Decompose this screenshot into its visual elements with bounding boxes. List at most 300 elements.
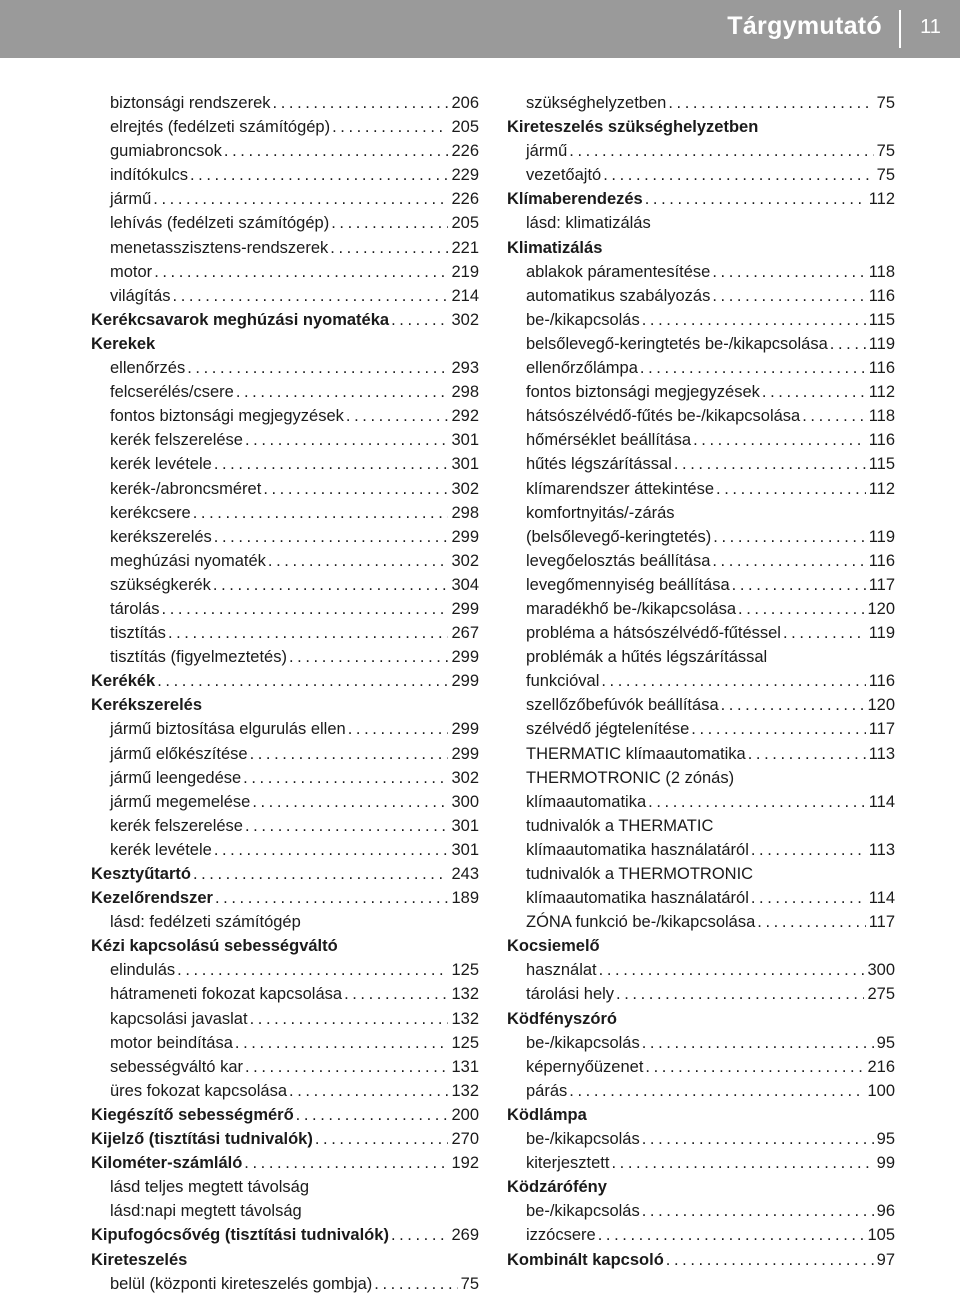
index-entry (507, 669, 895, 693)
page-reference: 299 (451, 527, 479, 546)
leader-dots (248, 1007, 449, 1031)
index-entry (91, 1055, 479, 1079)
leader-dots (646, 790, 866, 814)
index-term: jármű előkészítése (110, 744, 248, 763)
index-entry (507, 525, 895, 549)
index-entry (507, 766, 895, 790)
index-term: ellenőrzőlámpa (526, 359, 638, 378)
index-term: hőmérséklet beállítása (526, 431, 692, 450)
leader-dots (567, 1079, 864, 1103)
index-term: Kesztyűtartó (91, 865, 191, 883)
index-term: Kocsiemelő (507, 937, 600, 956)
leader-dots (389, 1223, 449, 1247)
leader-dots (160, 597, 449, 621)
page-reference: 125 (451, 961, 479, 980)
page-reference: 75 (876, 142, 895, 161)
index-term: THERMATIC klímaautomatika (526, 744, 746, 763)
page-reference: 300 (451, 792, 479, 811)
leader-dots (243, 428, 448, 452)
leader-dots (151, 187, 448, 211)
page-reference: 114 (868, 792, 895, 811)
index-term: szellőzőbefúvók beállítása (526, 696, 719, 715)
page-reference: 206 (451, 94, 479, 112)
index-entry (507, 910, 895, 934)
index-term: Kipufogócsővég (tisztítási tudnivalók) (91, 1226, 389, 1245)
page-reference: 114 (868, 889, 895, 908)
index-term: (belsőlevegő-keringtetés) (526, 527, 712, 546)
leader-dots (638, 356, 866, 380)
page-reference: 96 (876, 1202, 895, 1221)
index-entry (507, 308, 895, 332)
index-term: probléma a hátsószélvédő-fűtéssel (526, 624, 781, 643)
index-entry (91, 525, 479, 549)
index-heading (91, 1223, 479, 1247)
index-term: Kijelző (tisztítási tudnivalók) (91, 1130, 313, 1149)
index-term: kiterjesztett (526, 1154, 610, 1173)
index-entry (507, 549, 895, 573)
index-entry (91, 982, 479, 1006)
page-reference: 275 (867, 985, 895, 1004)
index-term: tárolás (110, 599, 160, 618)
page-reference: 119 (868, 624, 895, 643)
page-title: Tárgymutató (727, 12, 882, 40)
page-reference: 293 (451, 359, 479, 378)
index-term: tudnivalók a THERMATIC (526, 816, 714, 835)
page-reference: 119 (868, 527, 895, 546)
index-entry (507, 332, 895, 356)
leader-dots (719, 693, 865, 717)
index-term: elindulás (110, 961, 176, 980)
index-entry (91, 790, 479, 814)
page-reference: 221 (451, 238, 479, 257)
index-term: kerék levétele (110, 840, 212, 859)
index-entry (91, 115, 479, 139)
leader-dots (212, 525, 449, 549)
leader-dots (233, 1031, 449, 1055)
page-reference: 75 (460, 1274, 479, 1293)
index-term: fontos biztonsági megjegyzések (526, 383, 760, 402)
index-entry (507, 1223, 895, 1247)
leader-dots (185, 356, 448, 380)
page-reference: 298 (451, 383, 479, 402)
page-reference: 120 (867, 599, 895, 618)
index-entry (91, 573, 479, 597)
leader-dots (689, 717, 865, 741)
index-entry (91, 404, 479, 428)
index-term: THERMOTRONIC (2 zónás) (526, 768, 735, 787)
index-term: gumiabroncsok (110, 142, 222, 161)
index-term: biztonsági rendszerek (110, 94, 271, 112)
leader-dots (640, 1031, 874, 1055)
page-reference: 214 (451, 286, 479, 305)
page-reference: 116 (868, 551, 895, 570)
index-entry (507, 380, 895, 404)
index-heading (91, 1103, 479, 1127)
index-term: ZÓNA funkció be-/kikapcsolása (526, 913, 756, 932)
index-entry (507, 211, 895, 235)
index-entry (91, 1199, 479, 1223)
leader-dots (640, 308, 866, 332)
index-entry (91, 428, 479, 452)
index-entry (91, 1175, 479, 1199)
index-entry (91, 814, 479, 838)
index-entry (91, 284, 479, 308)
page-reference: 304 (451, 575, 479, 594)
leader-dots (714, 477, 866, 501)
leader-dots (389, 308, 448, 332)
leader-dots (746, 742, 866, 766)
leader-dots (614, 982, 864, 1006)
leader-dots (211, 573, 449, 597)
index-entry (507, 862, 895, 886)
index-heading (507, 115, 895, 139)
leader-dots (640, 1127, 874, 1151)
index-entry (91, 597, 479, 621)
leader-dots (599, 669, 865, 693)
index-term: Ködlámpa (507, 1105, 587, 1124)
index-term: Ködzárófény (507, 1178, 607, 1197)
leader-dots (171, 284, 449, 308)
page-reference: 118 (868, 262, 895, 281)
leader-dots (643, 187, 866, 211)
index-entry (507, 886, 895, 910)
leader-dots (710, 549, 865, 573)
index-entry (507, 1055, 895, 1079)
index-term: hátsószélvédő-fűtés be-/kikapcsolása (526, 407, 801, 426)
index-entry (507, 742, 895, 766)
leader-dots (640, 1199, 874, 1223)
index-term: lásd: fedélzeti számítógép (110, 913, 301, 932)
leader-dots (234, 380, 449, 404)
page-reference: 299 (451, 744, 479, 763)
index-term: klímaautomatika használatáról (526, 889, 749, 908)
index-term: Kiegészítő sebességmérő (91, 1105, 294, 1124)
index-term: Kireteszelés (91, 1250, 188, 1269)
index-entry (91, 211, 479, 235)
index-term: tárolási hely (526, 985, 615, 1004)
index-entry (507, 452, 895, 476)
page-reference: 189 (451, 889, 479, 908)
index-entry (507, 814, 895, 838)
index-term: automatikus szabályozás (526, 286, 711, 305)
leader-dots (344, 404, 449, 428)
leader-dots (191, 501, 449, 525)
leader-dots (294, 1103, 449, 1127)
page-reference: 105 (867, 1226, 895, 1245)
leader-dots (596, 1223, 865, 1247)
page-reference: 205 (451, 214, 479, 233)
index-entry (91, 163, 479, 187)
leader-dots (243, 814, 448, 838)
page-reference: 125 (451, 1033, 479, 1052)
index-entry (91, 958, 479, 982)
page-reference: 298 (451, 503, 479, 522)
index-heading (507, 236, 895, 260)
index-entry (507, 1127, 895, 1151)
index-heading (91, 886, 479, 910)
index-term: Klimatizálás (507, 238, 603, 257)
index-entry (507, 958, 895, 982)
page-reference: 132 (451, 985, 479, 1004)
leader-dots (601, 163, 873, 187)
leader-dots (248, 742, 449, 766)
page-reference: 116 (868, 672, 895, 691)
index-term: kerékcsere (110, 503, 191, 522)
index-heading (91, 1127, 479, 1151)
page-reference: 115 (868, 455, 895, 474)
index-term: Kireteszelés szükséghelyzetben (507, 118, 759, 137)
index-term: komfortnyitás/-zárás (526, 503, 675, 522)
index-term: szükséghelyzetben (526, 94, 667, 112)
index-entry (91, 139, 479, 163)
page-reference: 75 (876, 94, 895, 112)
index-term: Kezelőrendszer (91, 889, 213, 908)
index-heading (91, 1151, 479, 1175)
index-term: kerék felszerelése (110, 431, 243, 450)
page-number: 11 (920, 16, 941, 38)
page-reference: 113 (868, 840, 895, 859)
index-entry (507, 1031, 895, 1055)
index-term: Kerékszerelés (91, 696, 203, 715)
page-reference: 132 (451, 1009, 479, 1028)
page-reference: 131 (451, 1057, 479, 1076)
page-reference: 200 (451, 1105, 479, 1124)
index-term: belsőlevegő-keringtetés be-/kikapcsolása (526, 334, 828, 353)
index-entry (507, 597, 895, 621)
page-reference: 118 (868, 407, 895, 426)
page-reference: 117 (868, 720, 895, 739)
index-entry (507, 693, 895, 717)
index-term: lásd teljes megtett távolság (110, 1178, 310, 1197)
leader-dots (710, 284, 865, 308)
page-reference: 302 (451, 479, 479, 498)
page-reference: 301 (451, 455, 479, 474)
index-heading (507, 1248, 895, 1272)
index-term: klímaautomatika használatáról (526, 840, 749, 859)
page-reference: 226 (451, 142, 479, 161)
leader-dots (664, 1248, 874, 1272)
index-heading (91, 934, 479, 958)
index-term: klímaautomatika (526, 792, 647, 811)
index-entry (91, 187, 479, 211)
leader-dots (328, 236, 448, 260)
page-reference: 292 (451, 407, 479, 426)
index-term: Kombinált kapcsoló (507, 1250, 664, 1269)
index-term: üres fokozat kapcsolása (110, 1081, 288, 1100)
leader-dots (188, 163, 449, 187)
leader-dots (175, 958, 448, 982)
leader-dots (597, 958, 865, 982)
index-heading (507, 1175, 895, 1199)
index-entry (91, 452, 479, 476)
leader-dots (760, 380, 866, 404)
index-entry (507, 356, 895, 380)
index-heading (507, 187, 895, 211)
index-term: ellenőrzés (110, 359, 186, 378)
leader-dots (749, 838, 866, 862)
leader-dots (313, 1127, 449, 1151)
page-reference: 116 (868, 286, 895, 305)
index-term: jármű biztosítása elgurulás ellen (110, 720, 346, 739)
leader-dots (266, 549, 449, 573)
index-term: be-/kikapcsolás (526, 1033, 640, 1052)
index-term: Kerékék (91, 672, 156, 691)
index-term: belül (központi kireteszelés gombja) (110, 1274, 373, 1293)
page-reference: 97 (876, 1250, 895, 1269)
page-reference: 243 (451, 865, 479, 883)
index-term: fontos biztonsági megjegyzések (110, 407, 344, 426)
index-entry (91, 645, 479, 669)
page-reference: 270 (451, 1130, 479, 1149)
index-entry (507, 621, 895, 645)
page-reference: 299 (451, 599, 479, 618)
index-entry (91, 356, 479, 380)
index-entry (91, 477, 479, 501)
page-reference: 120 (867, 696, 895, 715)
index-term: levegőelosztás beállítása (526, 551, 711, 570)
leader-dots (567, 139, 873, 163)
index-entry (91, 1079, 479, 1103)
page-reference: 112 (868, 190, 895, 209)
leader-dots (749, 886, 866, 910)
page-reference: 216 (867, 1057, 895, 1076)
page-reference: 301 (451, 840, 479, 859)
page-reference: 100 (867, 1081, 895, 1100)
index-term: felcserélés/csere (110, 383, 234, 402)
page-reference: 267 (451, 624, 479, 643)
index-entry (507, 1079, 895, 1103)
index-term: motor (110, 262, 153, 281)
leader-dots (342, 982, 448, 1006)
index-term: maradékhő be-/kikapcsolása (526, 599, 737, 618)
index-term: tisztítás (110, 624, 166, 643)
index-term: meghúzási nyomaték (110, 551, 266, 570)
index-entry (91, 501, 479, 525)
leader-dots (155, 669, 448, 693)
index-entry (91, 838, 479, 862)
index-term: kerék levétele (110, 455, 212, 474)
index-term: be-/kikapcsolás (526, 310, 640, 329)
index-term: kerék felszerelése (110, 816, 243, 835)
page-reference: 219 (451, 262, 479, 281)
index-column-right (507, 91, 895, 1272)
index-entry (507, 838, 895, 862)
page-reference: 302 (451, 551, 479, 570)
leader-dots (241, 766, 448, 790)
leader-dots (243, 1055, 448, 1079)
index-entry (507, 501, 895, 525)
leader-dots (710, 260, 865, 284)
index-entry (91, 236, 479, 260)
page-header (0, 0, 960, 58)
index-term: szükségkerék (110, 575, 211, 594)
index-term: Kilométer-számláló (91, 1154, 243, 1173)
page-reference: 99 (876, 1154, 895, 1173)
leader-dots (736, 597, 864, 621)
page-reference: 115 (868, 310, 895, 329)
index-term: kapcsolási javaslat (110, 1009, 248, 1028)
page-reference: 113 (868, 744, 895, 763)
index-entry (507, 477, 895, 501)
page-reference: 117 (868, 913, 895, 932)
leader-dots (755, 910, 865, 934)
index-term: jármű leengedése (110, 768, 242, 787)
leader-dots (287, 645, 449, 669)
leader-dots (730, 573, 866, 597)
leader-dots (609, 1151, 873, 1175)
leader-dots (781, 621, 866, 645)
index-term: hátrameneti fokozat kapcsolása (110, 985, 343, 1004)
index-entry (91, 1272, 479, 1296)
leader-dots (666, 91, 873, 115)
index-term: problémák a hűtés légszárítással (526, 648, 768, 667)
index-heading (91, 862, 479, 886)
leader-dots (242, 1151, 448, 1175)
index-heading (91, 669, 479, 693)
index-entry (91, 1007, 479, 1031)
leader-dots (166, 621, 449, 645)
page-reference: 301 (451, 816, 479, 835)
index-term: lehívás (fedélzeti számítógép) (110, 214, 330, 233)
leader-dots (261, 477, 448, 501)
index-entry (91, 1031, 479, 1055)
leader-dots (828, 332, 866, 356)
index-heading (507, 1103, 895, 1127)
page-reference: 302 (451, 768, 479, 787)
leader-dots (271, 91, 449, 115)
index-entry (91, 91, 479, 115)
index-column-left (91, 91, 479, 1296)
index-term: jármű (110, 190, 152, 209)
index-entry (507, 790, 895, 814)
index-term: kerék-/abroncsméret (110, 479, 262, 498)
index-term: használat (526, 961, 597, 980)
page-reference: 117 (868, 575, 895, 594)
index-term: be-/kikapcsolás (526, 1202, 640, 1221)
index-entry (507, 573, 895, 597)
index-term: izzócsere (526, 1226, 596, 1245)
page-reference: 269 (451, 1226, 479, 1245)
page-reference: 299 (451, 720, 479, 739)
index-entry (507, 717, 895, 741)
page-reference: 119 (868, 334, 895, 353)
index-term: indítókulcs (110, 166, 188, 185)
page-reference: 229 (451, 166, 479, 185)
index-entry (507, 139, 895, 163)
page-reference: 299 (451, 672, 479, 691)
index-entry (507, 284, 895, 308)
page-reference: 95 (876, 1130, 895, 1149)
page-reference: 116 (868, 359, 895, 378)
index-entry (507, 91, 895, 115)
leader-dots (800, 404, 865, 428)
index-term: képernyőüzenet (526, 1057, 644, 1076)
index-heading (507, 1007, 895, 1031)
index-term: sebességváltó kar (110, 1057, 243, 1076)
leader-dots (330, 115, 448, 139)
page-reference: 301 (451, 431, 479, 450)
index-term: párás (526, 1081, 568, 1100)
page-reference: 205 (451, 118, 479, 137)
index-term: jármű (526, 142, 568, 161)
index-entry (91, 380, 479, 404)
leader-dots (212, 452, 449, 476)
index-term: tisztítás (figyelmeztetés) (110, 648, 287, 667)
page-reference: 192 (451, 1154, 479, 1173)
index-entry (507, 1151, 895, 1175)
page-reference: 226 (451, 190, 479, 209)
leader-dots (711, 525, 865, 549)
